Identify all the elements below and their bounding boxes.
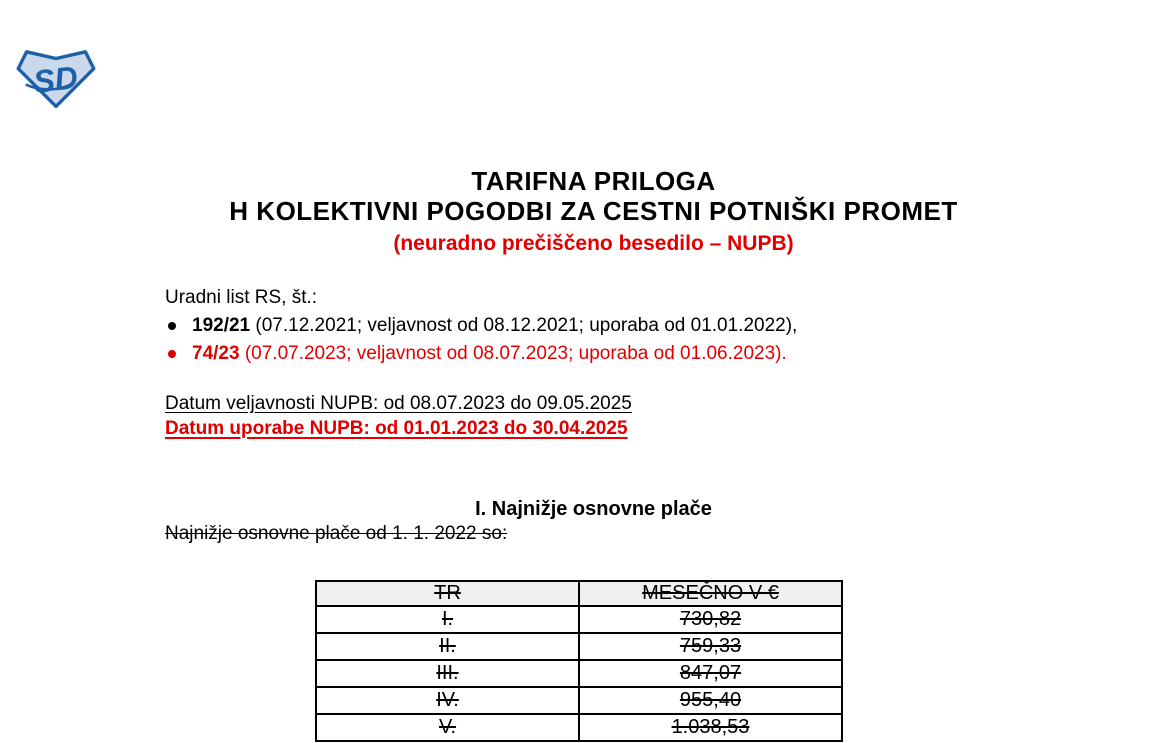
struck-intro-line: Najnižje osnovne plače od 1. 1. 2022 so: bbox=[165, 523, 508, 544]
header-cell-tr: TR bbox=[316, 581, 579, 606]
sd-shield-icon bbox=[14, 45, 98, 109]
gazette-heading: Uradni list RS, št.: bbox=[165, 287, 318, 308]
grade-cell: III. bbox=[316, 660, 579, 687]
gazette-detail: (07.12.2021; veljavnost od 08.12.2021; uporaba od 01.01.2022), bbox=[250, 315, 798, 336]
grade-cell: II. bbox=[316, 633, 579, 660]
amount-cell: 1.038,53 bbox=[579, 714, 842, 741]
bullet-icon bbox=[168, 350, 176, 358]
gazette-detail: (07.07.2023; veljavnost od 08.07.2023; uporaba od 01.06.2023). bbox=[239, 343, 787, 364]
logo-letters: SD bbox=[31, 58, 80, 101]
gazette-item-text bbox=[192, 343, 787, 365]
grade-cell: I. bbox=[316, 606, 579, 633]
pay-table-header-row bbox=[316, 581, 842, 606]
pay-table-row bbox=[316, 660, 842, 687]
section-heading: I. Najnižje osnovne plače bbox=[475, 498, 712, 520]
grade-cell: V. bbox=[316, 714, 579, 741]
document-title-line1: TARIFNA PRILOGA bbox=[471, 166, 716, 196]
amount-cell: 759,33 bbox=[579, 633, 842, 660]
validity-date-line: Datum veljavnosti NUPB: od 08.07.2023 do 09.05.2025 bbox=[165, 393, 632, 414]
pay-table-row bbox=[316, 687, 842, 714]
gazette-number: 74/23 bbox=[192, 343, 240, 364]
pay-table-row bbox=[316, 633, 842, 660]
amount-cell: 955,40 bbox=[579, 687, 842, 714]
usage-date-line: Datum uporabe NUPB: od 01.01.2023 do 30.04.2025 bbox=[165, 418, 628, 439]
gazette-item-2 bbox=[168, 343, 787, 365]
amount-cell: 730,82 bbox=[579, 606, 842, 633]
grade-cell: IV. bbox=[316, 687, 579, 714]
document-title-line2: H KOLEKTIVNI POGODBI ZA CESTNI POTNIŠKI PROMET bbox=[229, 196, 958, 226]
document-subtitle: (neuradno prečiščeno besedilo – NUPB) bbox=[393, 232, 794, 255]
gazette-item-text bbox=[192, 315, 797, 337]
gazette-number: 192/21 bbox=[192, 315, 251, 336]
bullet-icon bbox=[168, 322, 176, 330]
amount-cell: 847,07 bbox=[579, 660, 842, 687]
header-cell-monthly: MESEČNO V € bbox=[579, 581, 842, 606]
pay-grade-table bbox=[315, 580, 843, 742]
pay-table-row bbox=[316, 714, 842, 741]
sd-union-logo bbox=[14, 45, 98, 109]
title-block bbox=[0, 166, 1157, 257]
pay-table-row bbox=[316, 606, 842, 633]
gazette-item-1 bbox=[168, 315, 797, 337]
